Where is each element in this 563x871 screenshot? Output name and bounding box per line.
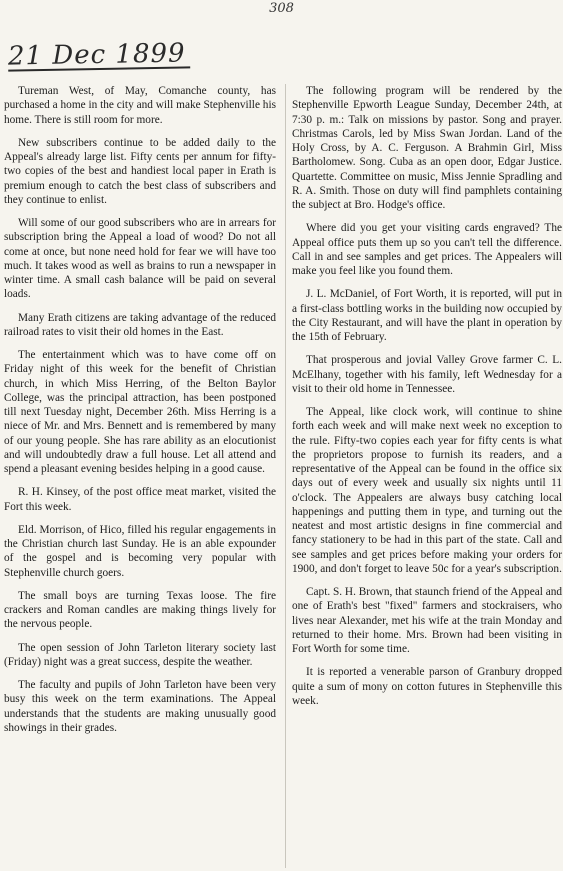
news-item: The entertainment which was to have come off on Friday night of this week for the benefit of Christian church, in which Miss Herring, of the Belton Baylor College, was the principal attraction, has been postponed till next Tuesday night, December 26th. Miss Herring is a niece of Mr. and Mrs. Bennett and is remembered by many of our young people. She has rare ability as an elocutionist and will undoubtedly draw a full house. Let all attend and spend a pleasant evening besides helping in a good cause. bbox=[4, 349, 276, 475]
news-item: R. H. Kinsey, of the post office meat market, visited the Fort this week. bbox=[4, 486, 276, 513]
news-item: Will some of our good subscribers who are in arrears for subscription bring the Appeal a load of wood? Do not all come at once, but none need hold for fear we will have too much. It takes wood as well as brains to run a newspaper in winter time. A small cash balance will be paid on several loads. bbox=[4, 217, 276, 301]
news-item: That prosperous and jovial Valley Grove farmer C. L. McElhany, together with his family, left Wednesday for a visit to their old home in Tennessee. bbox=[292, 354, 562, 395]
page-number: 308 bbox=[269, 1, 294, 16]
right-column bbox=[285, 84, 562, 868]
handwritten-date: 21 Dec 1899 bbox=[8, 40, 190, 71]
news-item: Where did you get your visiting cards engraved? The Appeal office puts them up so you can't tell the difference. Call in and see samples and get prices. The Appealers will make you feel like you found them. bbox=[292, 222, 562, 277]
news-item: J. L. McDaniel, of Fort Worth, it is reported, will put in a first-class bottling works in the building now occupied by the City Restaurant, and will have the plant in operation by the 15th of February. bbox=[292, 288, 562, 343]
news-item: It is reported a venerable parson of Granbury dropped quite a sum of mony on cotton futures in Stephenville this week. bbox=[292, 666, 562, 707]
news-item: The open session of John Tarleton literary society last (Friday) night was a great success, despite the weather. bbox=[4, 641, 276, 668]
news-item: Capt. S. H. Brown, that staunch friend of the Appeal and one of Erath's best "fixed" farmers and stockraisers, who lives near Alexander, met his wife at the train Monday and returned to their home. Mrs. Brown had been visiting in Fort Worth for some time. bbox=[292, 586, 562, 655]
news-item: The small boys are turning Texas loose. The fire crackers and Roman candles are making things lively for the nervous people. bbox=[4, 589, 276, 631]
news-item: New subscribers continue to be added daily to the Appeal's already large list. Fifty cents per annum for fifty-two copies of the best and handiest local paper in Erath is premium enough to catch the best class of subscribers and they continue to enlist. bbox=[4, 136, 276, 206]
news-item: Tureman West, of May, Comanche county, has purchased a home in the city and will make Stephenville his home. There is still room for more. bbox=[4, 85, 276, 126]
news-item: Eld. Morrison, of Hico, filled his regular engagements in the Christian church last Sunday. He is an able expounder of the gospel and is becoming very popular with Stephenville church goers. bbox=[4, 523, 276, 579]
news-item: The following program will be rendered by the Stephenville Epworth League Sunday, December 24th, at 7:30 p. m.: Talk on missions by pastor. Song and prayer. Christmas Carols, led by Miss Swan Jordan. Land of the Holy Cross, by A. C. Ferguson. A Brahmin Girl, Miss Bartholomew. Song. Cuba as an open door, Edgar Justice. Quartette. Committee on music, Miss Jennie Spradling and R. A. Smith. Those on duty will find pamphlets containing the subject at Bro. Hodge's office. bbox=[292, 85, 562, 211]
news-item: Many Erath citizens are taking advantage of the reduced railroad rates to visit their old homes in the East. bbox=[4, 311, 276, 338]
news-item: The Appeal, like clock work, will continue to shine forth each week and will make next week no exception to the rule. Fifty-two copies each year for fifty cents is what the proprietors propose to furnish its readers, and a representative of the Appeal can be found in the office six days out of every week and usually six nights until 11 o'clock. The Appealers are always busy catching local happenings and putting them in type, and turning out the neatest and most artistic designs in fine commercial and fancy stationery to be had in this part of the state. Call and see samples and get prices before making your orders for 1900, and don't forget to leave 50c for a year's subscription. bbox=[292, 406, 562, 575]
news-item: The faculty and pupils of John Tarleton have been very busy this week on the term examinations. The Appeal understands that the students are making unusually good showings in their grades. bbox=[4, 679, 276, 734]
left-column bbox=[4, 84, 282, 868]
